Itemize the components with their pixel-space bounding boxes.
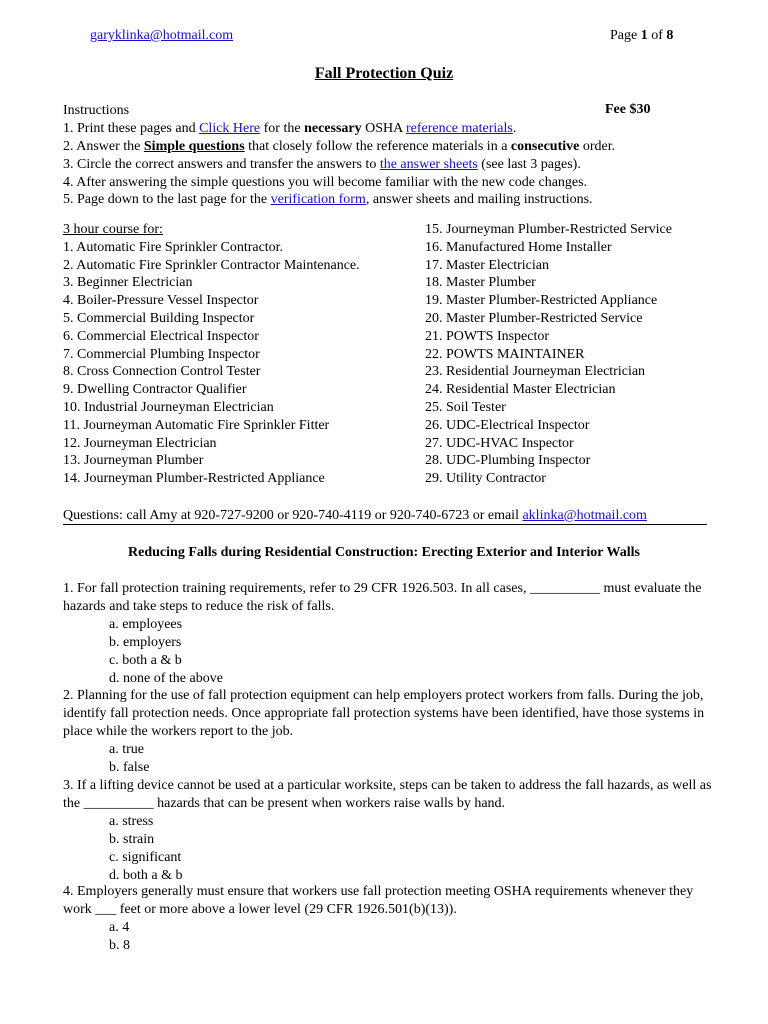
answer-option: b. employers bbox=[109, 635, 182, 650]
instruction-line-3 bbox=[63, 156, 581, 174]
contact-text: Questions: call Amy at 920-727-9200 or 920-740-4119 or 920-740-6723 or email bbox=[63, 508, 523, 523]
reference-materials-link[interactable]: reference materials bbox=[405, 121, 513, 136]
instruction-5-text: 5. Page down to the last page for the bbox=[63, 192, 271, 207]
course-item: 5. Commercial Building Inspector bbox=[63, 310, 255, 326]
course-list-right bbox=[425, 221, 672, 488]
course-list-left bbox=[63, 221, 360, 488]
course-item: 28. UDC-Plumbing Inspector bbox=[425, 453, 591, 469]
course-item: 20. Master Plumber-Restricted Service bbox=[425, 310, 643, 326]
instruction-3-post: (see last 3 pages). bbox=[477, 157, 581, 172]
answer-sheets-link[interactable]: the answer sheets bbox=[379, 157, 478, 172]
course-item: 27. UDC-HVAC Inspector bbox=[425, 435, 574, 451]
instruction-line-2 bbox=[63, 138, 615, 156]
instruction-line-4: 4. After answering the simple questions you will become familiar with the new code changes. bbox=[63, 175, 588, 190]
page-of: of bbox=[651, 28, 663, 43]
answer-option: d. both a & b bbox=[109, 868, 183, 883]
instruction-2-post: order. bbox=[579, 139, 616, 154]
course-item: 23. Residential Journeyman Electrician bbox=[425, 364, 646, 380]
answer-option: a. 4 bbox=[109, 920, 130, 935]
instruction-1-bold: necessary bbox=[304, 121, 362, 136]
question-text: 1. For fall protection training requirements, refer to 29 CFR 1926.503. In all cases, __________ must evaluate the hazards and take steps to reduce the risk of falls. bbox=[63, 581, 702, 614]
course-item: 10. Industrial Journeyman Electrician bbox=[63, 399, 274, 415]
answer-option: b. 8 bbox=[109, 938, 130, 953]
course-item: 24. Residential Master Electrician bbox=[425, 382, 616, 398]
divider bbox=[63, 524, 707, 525]
instructions-label: Instructions bbox=[63, 103, 130, 118]
answer-option: b. false bbox=[109, 760, 150, 775]
contact-email-link[interactable]: aklinka@hotmail.com bbox=[522, 508, 647, 523]
question-3 bbox=[63, 777, 713, 885]
answer-option: c. significant bbox=[109, 850, 182, 865]
fee-label: Fee $30 bbox=[605, 102, 651, 117]
course-item: 22. POWTS MAINTAINER bbox=[425, 346, 585, 362]
simple-questions-bold: Simple questions bbox=[143, 139, 245, 154]
course-item: 6. Commercial Electrical Inspector bbox=[63, 328, 259, 344]
course-item: 2. Automatic Fire Sprinkler Contractor Maintenance. bbox=[63, 257, 360, 273]
instruction-1-mid2: OSHA bbox=[361, 121, 406, 136]
course-item: 1. Automatic Fire Sprinkler Contractor. bbox=[63, 239, 284, 255]
course-item: 15. Journeyman Plumber-Restricted Service bbox=[425, 222, 672, 237]
page-title: Fall Protection Quiz bbox=[314, 65, 454, 82]
instruction-1-post: . bbox=[512, 121, 517, 136]
course-item: 9. Dwelling Contractor Qualifier bbox=[63, 382, 247, 398]
course-item: 29. Utility Contractor bbox=[425, 471, 546, 487]
section-title: Reducing Falls during Residential Construction: Erecting Exterior and Interior Walls bbox=[128, 545, 640, 560]
answer-option: d. none of the above bbox=[109, 671, 223, 686]
course-item: 7. Commercial Plumbing Inspector bbox=[63, 346, 260, 362]
course-item: 14. Journeyman Plumber-Restricted Appliance bbox=[63, 471, 325, 487]
instruction-2-text: 2. Answer the bbox=[63, 139, 144, 154]
course-item: 12. Journeyman Electrician bbox=[63, 435, 217, 451]
header-email-link[interactable]: garyklinka@hotmail.com bbox=[90, 28, 234, 43]
course-item: 19. Master Plumber-Restricted Appliance bbox=[425, 293, 658, 309]
question-text: 2. Planning for the use of fall protection equipment can help employers protect workers from falls. During the job, identify fall protection needs. Once appropriate fall protection systems have been identified, have those systems in place while the workers report to the job. bbox=[63, 688, 705, 739]
course-item: 18. Master Plumber bbox=[425, 275, 536, 291]
course-heading: 3 hour course for: bbox=[63, 222, 163, 237]
instruction-1-text: 1. Print these pages and bbox=[63, 121, 200, 136]
course-item: 8. Cross Connection Control Tester bbox=[63, 364, 261, 380]
consecutive-bold: consecutive bbox=[510, 139, 580, 154]
answer-option: a. stress bbox=[109, 814, 154, 829]
question-1 bbox=[63, 580, 713, 688]
instruction-3-text: 3. Circle the correct answers and transfer the answers to bbox=[63, 157, 380, 172]
instruction-1-mid: for the bbox=[260, 121, 305, 136]
question-4 bbox=[63, 883, 713, 955]
answer-option: b. strain bbox=[109, 832, 155, 847]
instruction-2-mid: that closely follow the reference materials in a bbox=[244, 139, 511, 154]
page-prefix: Page bbox=[610, 28, 638, 43]
instruction-line-1 bbox=[63, 120, 516, 138]
instruction-line-5 bbox=[63, 191, 593, 209]
answer-option: c. both a & b bbox=[109, 653, 182, 668]
page-total: 8 bbox=[666, 28, 674, 43]
question-text: 3. If a lifting device cannot be used at a particular worksite, steps can be taken to address the fall hazards, as well as the __________ hazards that can be present when workers raise walls by hand. bbox=[63, 778, 712, 811]
course-item: 11. Journeyman Automatic Fire Sprinkler Fitter bbox=[63, 417, 330, 433]
questions-contact bbox=[63, 507, 647, 525]
answer-option: a. true bbox=[109, 742, 144, 757]
course-item: 4. Boiler-Pressure Vessel Inspector bbox=[63, 293, 259, 309]
question-2 bbox=[63, 687, 713, 777]
course-item: 16. Manufactured Home Installer bbox=[425, 239, 612, 255]
question-text: 4. Employers generally must ensure that workers use fall protection meeting OSHA requirements whenever they work ___ feet or more above a lower level (29 CFR 1926.501(b)(13)). bbox=[63, 884, 694, 917]
course-item: 3. Beginner Electrician bbox=[63, 275, 193, 291]
course-item: 17. Master Electrician bbox=[425, 257, 550, 273]
instruction-5-post: , answer sheets and mailing instructions. bbox=[365, 192, 593, 207]
verification-form-link[interactable]: verification form bbox=[270, 192, 366, 207]
page-indicator bbox=[610, 28, 673, 44]
course-item: 21. POWTS Inspector bbox=[425, 328, 550, 344]
course-item: 26. UDC-Electrical Inspector bbox=[425, 417, 590, 433]
click-here-link[interactable]: Click Here bbox=[199, 121, 261, 136]
course-item: 25. Soil Tester bbox=[425, 399, 506, 415]
page-current: 1 bbox=[640, 28, 648, 43]
answer-option: a. employees bbox=[109, 617, 183, 632]
course-item: 13. Journeyman Plumber bbox=[63, 453, 204, 469]
